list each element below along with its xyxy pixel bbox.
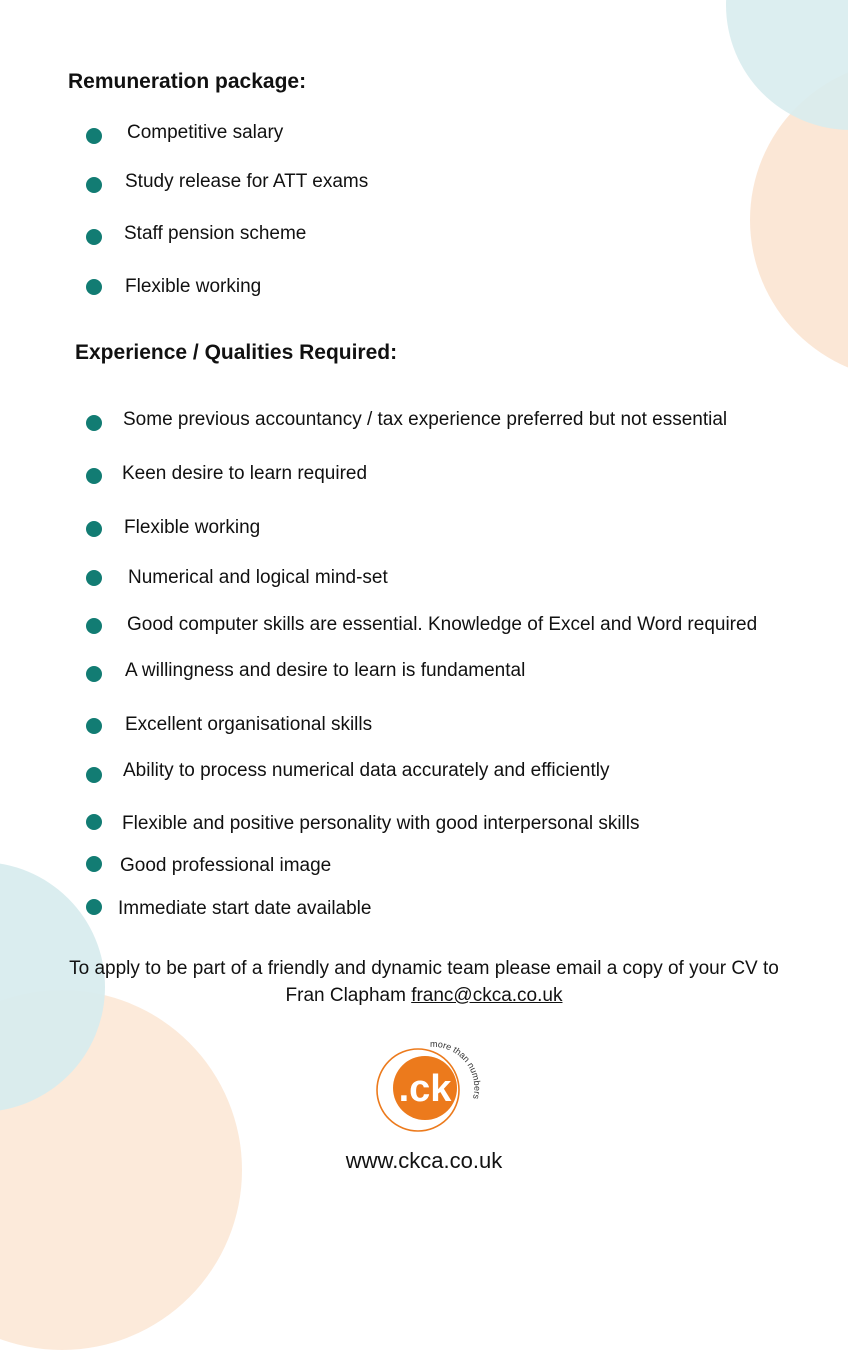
list-item: Ability to process numerical data accurately and efficiently (123, 760, 610, 781)
list-item: Flexible working (125, 276, 262, 297)
bullet-icon (86, 666, 102, 682)
list-item: Staff pension scheme (124, 223, 307, 244)
bullet-icon (86, 856, 102, 872)
list-item: Study release for ATT exams (125, 171, 369, 192)
bullet-icon (86, 177, 102, 193)
bullet-icon (86, 718, 102, 734)
bullet-icon (86, 767, 102, 783)
ckca-logo (372, 1038, 482, 1138)
list-item: Flexible and positive personality with good interpersonal skills (122, 813, 640, 834)
list-item: Excellent organisational skills (125, 714, 373, 735)
list-item: Numerical and logical mind-set (128, 567, 388, 588)
bullet-icon (86, 279, 102, 295)
list-item: Some previous accountancy / tax experience preferred but not essential (123, 409, 728, 430)
bullet-icon (86, 899, 102, 915)
contact-name: Fran Clapham (285, 985, 406, 1006)
list-item: Immediate start date available (118, 898, 372, 919)
apply-contact-line (0, 982, 848, 1009)
apply-text: To apply to be part of a friendly and dynamic team please email a copy of your CV to (69, 958, 779, 979)
bullet-icon (86, 415, 102, 431)
decorative-circle-teal-top (726, 0, 848, 130)
bullet-icon (86, 468, 102, 484)
list-item: Good computer skills are essential. Knowledge of Excel and Word required (127, 614, 758, 635)
remuneration-heading: Remuneration package: (68, 70, 307, 93)
experience-heading: Experience / Qualities Required: (75, 341, 398, 364)
list-item: Competitive salary (127, 122, 284, 143)
bullet-icon (86, 521, 102, 537)
website-url: www.ckca.co.uk (345, 1148, 503, 1173)
apply-instructions (0, 955, 848, 1009)
bullet-icon (86, 618, 102, 634)
bullet-icon (86, 128, 102, 144)
list-item: Flexible working (124, 517, 261, 538)
bullet-icon (86, 229, 102, 245)
bullet-icon (86, 814, 102, 830)
logo-mark: .ck (398, 1068, 452, 1110)
email-link[interactable]: franc@ckca.co.uk (411, 985, 563, 1006)
list-item: Good professional image (120, 855, 332, 876)
list-item: A willingness and desire to learn is fundamental (125, 660, 526, 681)
list-item: Keen desire to learn required (122, 463, 368, 484)
logo-tagline: more than numbers (429, 1038, 482, 1101)
bullet-icon (86, 570, 102, 586)
